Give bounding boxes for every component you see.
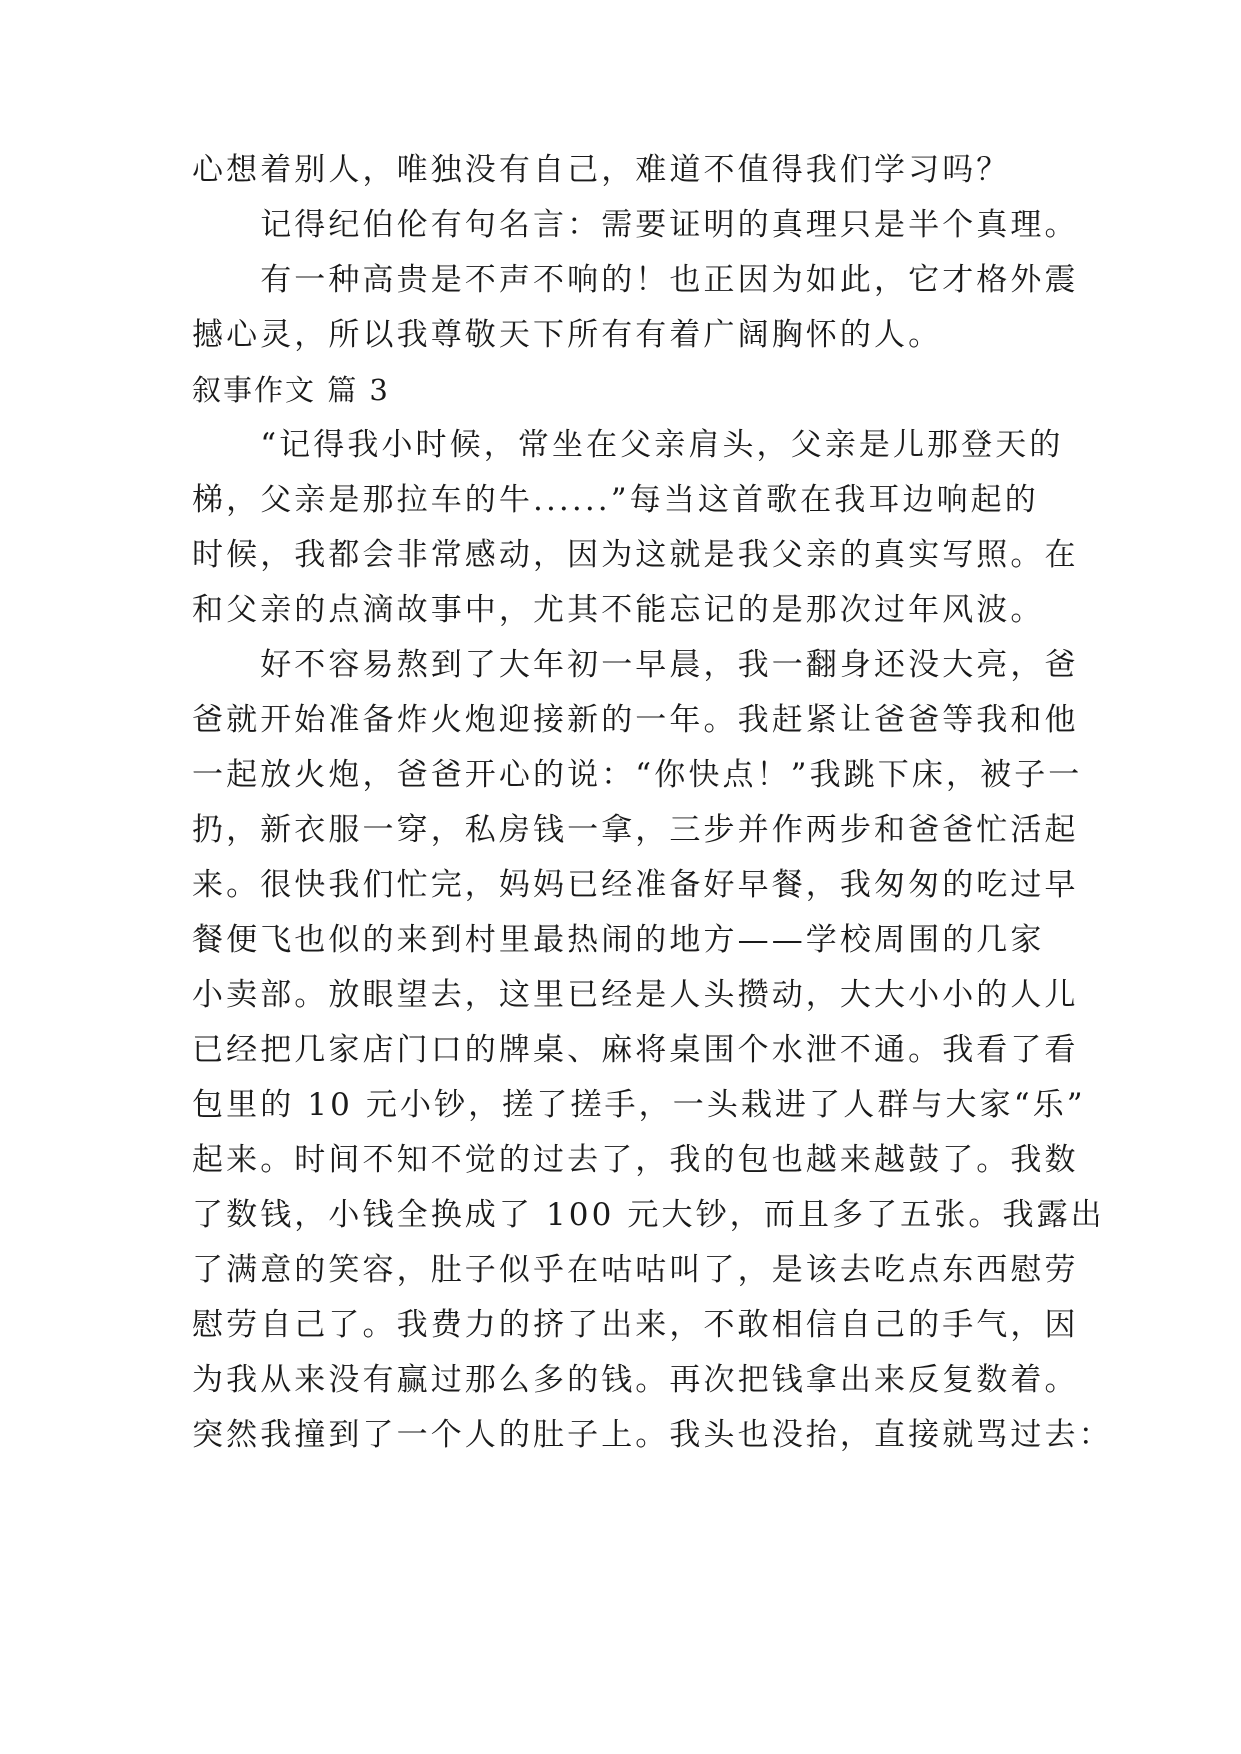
text-line: 和父亲的点滴故事中，尤其不能忘记的是那次过年风波。 bbox=[192, 592, 1045, 628]
text-line: 突然我撞到了一个人的肚子上。我头也没抬，直接就骂过去： bbox=[192, 1417, 1113, 1453]
text-line: 小卖部。放眼望去，这里已经是人头攒动，大大小小的人儿 bbox=[192, 977, 1079, 1013]
text-line: 扔，新衣服一穿，私房钱一拿，三步并作两步和爸爸忙活起 bbox=[192, 812, 1079, 848]
text-line: “记得我小时候，常坐在父亲肩头，父亲是儿那登天的 bbox=[192, 427, 1064, 463]
text-line: 心想着别人，唯独没有自己，难道不值得我们学习吗？ bbox=[192, 152, 1011, 188]
text-line: 来。很快我们忙完，妈妈已经准备好早餐，我匆匆的吃过早 bbox=[192, 867, 1079, 903]
text-line: 有一种高贵是不声不响的！也正因为如此，它才格外震 bbox=[192, 262, 1079, 298]
text-line: 记得纪伯伦有句名言：需要证明的真理只是半个真理。 bbox=[192, 207, 1079, 243]
text-line: 了满意的笑容，肚子似乎在咕咕叫了，是该去吃点东西慰劳 bbox=[192, 1252, 1079, 1288]
text-line: 好不容易熬到了大年初一早晨，我一翻身还没大亮，爸 bbox=[192, 647, 1079, 683]
text-line: 梯，父亲是那拉车的牛......”每当这首歌在我耳边响起的 bbox=[192, 482, 1039, 518]
text-line: 撼心灵，所以我尊敬天下所有有着广阔胸怀的人。 bbox=[192, 317, 943, 353]
text-line: 已经把几家店门口的牌桌、麻将桌围个水泄不通。我看了看 bbox=[192, 1032, 1079, 1068]
text-line: 时候，我都会非常感动，因为这就是我父亲的真实写照。在 bbox=[192, 537, 1079, 573]
section-heading: 叙事作文 篇 3 bbox=[192, 373, 390, 407]
text-line: 一起放火炮，爸爸开心的说：“你快点！”我跳下床，被子一 bbox=[192, 757, 1083, 793]
text-line: 包里的 10 元小钞，搓了搓手，一头栽进了人群与大家“乐” bbox=[192, 1087, 1086, 1123]
text-line: 起来。时间不知不觉的过去了，我的包也越来越鼓了。我数 bbox=[192, 1142, 1079, 1178]
text-line: 慰劳自己了。我费力的挤了出来，不敢相信自己的手气，因 bbox=[192, 1307, 1079, 1343]
text-line: 爸就开始准备炸火炮迎接新的一年。我赶紧让爸爸等我和他 bbox=[192, 702, 1079, 738]
text-line: 餐便飞也似的来到村里最热闹的地方——学校周围的几家 bbox=[192, 922, 1045, 958]
text-line: 了数钱，小钱全换成了 100 元大钞，而且多了五张。我露出 bbox=[192, 1197, 1105, 1233]
text-line: 为我从来没有赢过那么多的钱。再次把钱拿出来反复数着。 bbox=[192, 1362, 1079, 1398]
